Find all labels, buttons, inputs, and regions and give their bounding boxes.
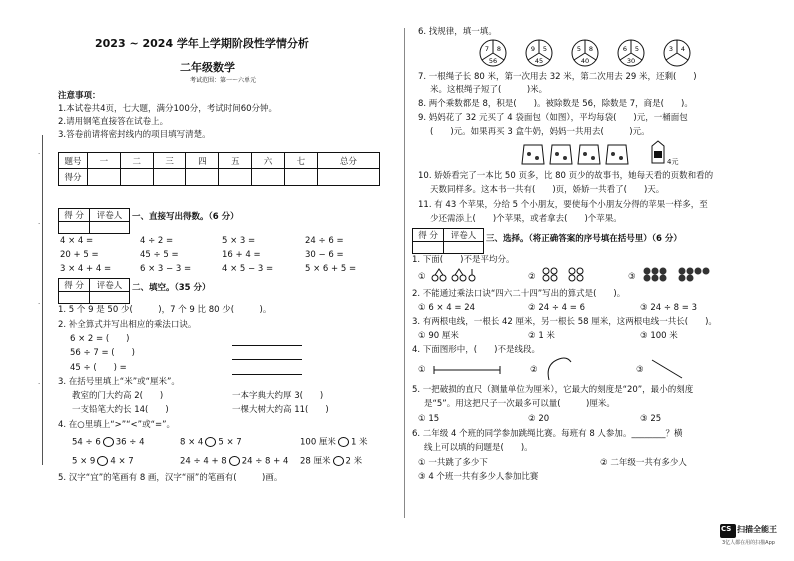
score-cell[interactable] [186, 169, 219, 186]
grader-reviewer-label: 评卷人 [90, 209, 130, 222]
choice-q3-opt: ② 1 米 [528, 331, 555, 341]
milk-box-icon [650, 140, 666, 164]
grader-cell[interactable] [90, 222, 130, 234]
grader-score-label: 得 分 [413, 229, 444, 242]
scanner-logo-text: CS [721, 525, 732, 533]
choice-q3: 3. 有两根电线，一根长 42 厘米，另一根长 58 厘米，这两根电线一共长( )。 [412, 317, 717, 327]
pattern-circle [570, 38, 600, 68]
choice-q4-opt: ① [418, 365, 426, 375]
compare-circle[interactable] [338, 437, 349, 447]
grader-score-label: 得 分 [59, 279, 90, 292]
fill-q3-item: 教室的门大约高 2( ) [72, 391, 164, 401]
fill-q3-item: 一本字典大约厚 3( ) [232, 391, 324, 401]
score-row-label: 得分 [59, 169, 88, 186]
binding-mark: · [38, 220, 41, 228]
section3-title: 三、选择。（将正确答案的序号填在括号里）（6 分） [486, 234, 682, 244]
pattern-number: 4 [680, 45, 686, 53]
fill-q4: 4. 在○里填上“>”“<”或“=”。 [58, 420, 176, 430]
calc-item: 3 × 4 + 4 = [60, 264, 112, 274]
choice-q2-opt: ① 6 × 4 = 24 [418, 303, 476, 313]
grader-cell[interactable] [90, 292, 130, 304]
grader-cell[interactable] [413, 242, 444, 254]
fill-q5: 5. 汉字“宜”的笔画有 8 画，汉字“丽”的笔画有( )画。 [58, 473, 283, 483]
pattern-number: 3 [668, 45, 674, 53]
pattern-number: 40 [580, 57, 590, 65]
choice-q3-opt: ③ 100 米 [640, 331, 678, 341]
pattern-number: 5 [634, 45, 640, 53]
score-header: 七 [284, 153, 317, 169]
pattern-number: 5 [576, 45, 582, 53]
choice-q6a: 6. 二年级 4 个班的同学参加跳绳比赛。每班有 8 人参加。________？横 [412, 429, 683, 439]
notice-item: 2.请用钢笔直接答在试卷上。 [58, 117, 169, 127]
fill-q2-item: 45 ÷ ( ) = [70, 363, 127, 373]
choice-q4-opt: ③ [636, 365, 644, 375]
curve-shape-icon [545, 356, 575, 382]
fill-q8: 8. 两个乘数都是 8，积是( )。被除数是 56，除数是 7，商是( )。 [418, 99, 693, 109]
choice-q1-opt: ③ [628, 272, 636, 282]
choice-q5-opt: ③ 25 [640, 414, 662, 424]
fill-q7b: 米。这根绳子短了( )米。 [430, 85, 548, 95]
answer-line[interactable] [232, 345, 302, 346]
compare-circle[interactable] [333, 456, 344, 466]
grader-reviewer-label: 评卷人 [90, 279, 130, 292]
section2-title: 二、填空。（35 分） [132, 283, 211, 293]
choice-q6-opt: ③ 4 个班一共有多少人参加比赛 [418, 472, 539, 482]
pattern-circle [478, 38, 508, 68]
binding-mark: · [38, 380, 41, 388]
fill-q2-item: 6 × 2 = ( ) [70, 334, 130, 344]
compare-circle[interactable] [97, 456, 108, 466]
score-header: 一 [88, 153, 121, 169]
fill-q10a: 10. 娇娇看完了一本比 50 页多，比 80 页少的故事书，她每天看的页数和看的 [418, 171, 714, 181]
binding-mark: · [38, 300, 41, 308]
grader-cell[interactable] [444, 242, 484, 254]
scanner-tagline: 3亿人都在用的扫描App [722, 540, 775, 546]
apples-icon [540, 266, 602, 282]
fill-q6: 6. 找规律，填一填。 [418, 27, 497, 37]
score-cell[interactable] [120, 169, 153, 186]
compare-item: 24 ÷ 4 + 8 24 ÷ 8 + 4 [180, 456, 289, 467]
fill-q11a: 11. 有 43 个苹果，分给 5 个小朋友，要使每个小朋友分得的苹果一样多，至 [418, 200, 708, 210]
pattern-number: 8 [588, 45, 594, 53]
score-header: 三 [153, 153, 186, 169]
calc-item: 16 + 4 = [222, 250, 261, 260]
grader-box [58, 208, 130, 234]
segment-shape-icon [432, 366, 502, 374]
score-header: 四 [186, 153, 219, 169]
pattern-number: 6 [622, 45, 628, 53]
scanner-app-name: 扫描全能王 [737, 525, 777, 534]
score-header: 六 [252, 153, 285, 169]
grader-box [412, 228, 484, 254]
compare-item: 28 厘米 2 米 [300, 456, 363, 467]
grader-cell[interactable] [59, 292, 90, 304]
calc-item: 5 × 6 + 5 = [305, 264, 357, 274]
fill-q9a: 9. 妈妈花了 32 元买了 4 袋面包（如图），平均每袋( )元，一桶面包 [418, 113, 688, 123]
fill-q1: 1. 5 个 9 是 50 少( )，7 个 9 比 80 少( )。 [58, 305, 272, 315]
score-cell[interactable] [284, 169, 317, 186]
compare-item: 5 × 9 4 × 7 [72, 456, 134, 467]
choice-q6-opt: ① 一共跳了多少下 [418, 458, 488, 468]
pattern-number: 7 [484, 45, 490, 53]
score-header: 题号 [59, 153, 88, 169]
choice-q1-opt: ① [418, 272, 426, 282]
fill-q3-item: 一棵大树大约高 11( ) [232, 405, 329, 415]
pattern-number: 56 [488, 57, 498, 65]
pattern-circle [662, 38, 692, 68]
fill-q2: 2. 补全算式并写出相应的乘法口诀。 [58, 320, 197, 330]
diagonal-segment-icon [650, 356, 684, 380]
compare-item: 8 × 4 5 × 7 [180, 437, 242, 448]
calc-item: 45 ÷ 5 = [140, 250, 179, 260]
section1-title: 一、直接写出得数。（6 分） [132, 212, 239, 222]
compare-circle[interactable] [103, 437, 114, 447]
calc-item: 4 × 5 − 3 = [222, 264, 274, 274]
fill-q3-item: 一支铅笔大约长 14( ) [72, 405, 169, 415]
column-divider [404, 28, 405, 518]
choice-q5b: 是“5”。用这把尺子一次最多可以量( )厘米。 [424, 399, 615, 409]
calc-item: 5 × 3 = [222, 236, 256, 246]
score-header: 二 [120, 153, 153, 169]
grader-reviewer-label: 评卷人 [444, 229, 484, 242]
binding-line [42, 135, 43, 465]
milk-price: 4元 [667, 158, 679, 166]
grader-score-label: 得 分 [59, 209, 90, 222]
calc-item: 30 − 6 = [305, 250, 344, 260]
calc-item: 4 × 4 = [60, 236, 94, 246]
choice-q6b: 线上可以填的问题是( )。 [424, 443, 533, 453]
pattern-number: 9 [530, 45, 536, 53]
fill-q3: 3. 在括号里填上“米”或“厘米”。 [58, 377, 180, 387]
answer-line[interactable] [232, 359, 302, 360]
choice-q5-opt: ② 20 [528, 414, 550, 424]
compare-item: 100 厘米 1 米 [300, 437, 368, 448]
page-subtitle: 二年级数学 [180, 61, 235, 74]
choice-q1: 1. 下面( )不是平均分。 [412, 255, 515, 265]
choice-q6-opt: ② 二年级一共有多少人 [600, 458, 687, 468]
compare-circle[interactable] [229, 456, 240, 466]
fill-q10b: 天数同样多。这本书一共有( )页，娇娇一共看了( )天。 [430, 185, 665, 195]
pattern-number: 8 [496, 45, 502, 53]
pattern-circle [524, 38, 554, 68]
page-title: 2023 ~ 2024 学年上学期阶段性学情分析 [95, 37, 309, 50]
choice-q2-opt: ③ 24 ÷ 8 = 3 [640, 303, 698, 313]
fill-q2-item: 56 ÷ 7 = ( ) [70, 348, 135, 358]
notice-item: 3.答卷前请将密封线内的项目填写清楚。 [58, 130, 211, 140]
bread-bags-image [520, 140, 650, 166]
grader-box [58, 278, 130, 304]
score-cell[interactable] [153, 169, 186, 186]
choice-q4-opt: ② [530, 365, 538, 375]
score-cell[interactable] [88, 169, 121, 186]
fill-q9b: ( )元。如果再买 3 盒牛奶，妈妈一共用去( )元。 [430, 127, 650, 137]
choice-q3-opt: ① 90 厘米 [418, 331, 459, 341]
compare-item: 54 ÷ 6 36 ÷ 4 [72, 437, 145, 448]
score-cell[interactable] [317, 169, 379, 186]
compare-circle[interactable] [205, 437, 216, 447]
pattern-circle [616, 38, 646, 68]
pattern-number: 30 [626, 57, 636, 65]
notice-heading: 注意事项： [58, 91, 101, 101]
calc-item: 4 ÷ 2 = [140, 236, 174, 246]
cherries-icon [430, 268, 478, 282]
choice-q4: 4. 下面图形中，( )不是线段。 [412, 345, 540, 355]
score-table [58, 152, 380, 186]
calc-item: 6 × 3 − 3 = [140, 264, 192, 274]
answer-line[interactable] [232, 374, 302, 375]
fill-q7a: 7. 一根绳子长 80 米，第一次用去 32 米，第二次用去 29 米，还剩( ) [418, 72, 697, 82]
choice-q5a: 5. 一把破损的直尺（测量单位为厘米），它最大的刻度是“20”，最小的刻度 [412, 385, 694, 395]
score-cell[interactable] [219, 169, 252, 186]
choice-q5-opt: ① 15 [418, 414, 440, 424]
pattern-number: 5 [542, 45, 548, 53]
score-cell[interactable] [252, 169, 285, 186]
choice-q2: 2. 不能通过乘法口诀“四六二十四”写出的算式是( )。 [412, 289, 626, 299]
notice-item: 1.本试卷共4页，七大题，满分100分，考试时间60分钟。 [58, 104, 278, 114]
fill-q11b: 少还需添上( )个苹果，或者拿去( )个苹果。 [430, 214, 622, 224]
calc-item: 24 ÷ 6 = [305, 236, 344, 246]
calc-item: 20 + 5 = [60, 250, 99, 260]
exam-scope: 考试范围：第一～六单元 [190, 77, 257, 84]
grader-cell[interactable] [59, 222, 90, 234]
choice-q1-opt: ② [528, 272, 536, 282]
score-header: 五 [219, 153, 252, 169]
balls-icon [642, 266, 718, 282]
choice-q2-opt: ② 24 ÷ 4 = 6 [528, 303, 586, 313]
score-header: 总分 [317, 153, 379, 169]
binding-mark: · [38, 150, 41, 158]
pattern-number: 45 [534, 57, 544, 65]
